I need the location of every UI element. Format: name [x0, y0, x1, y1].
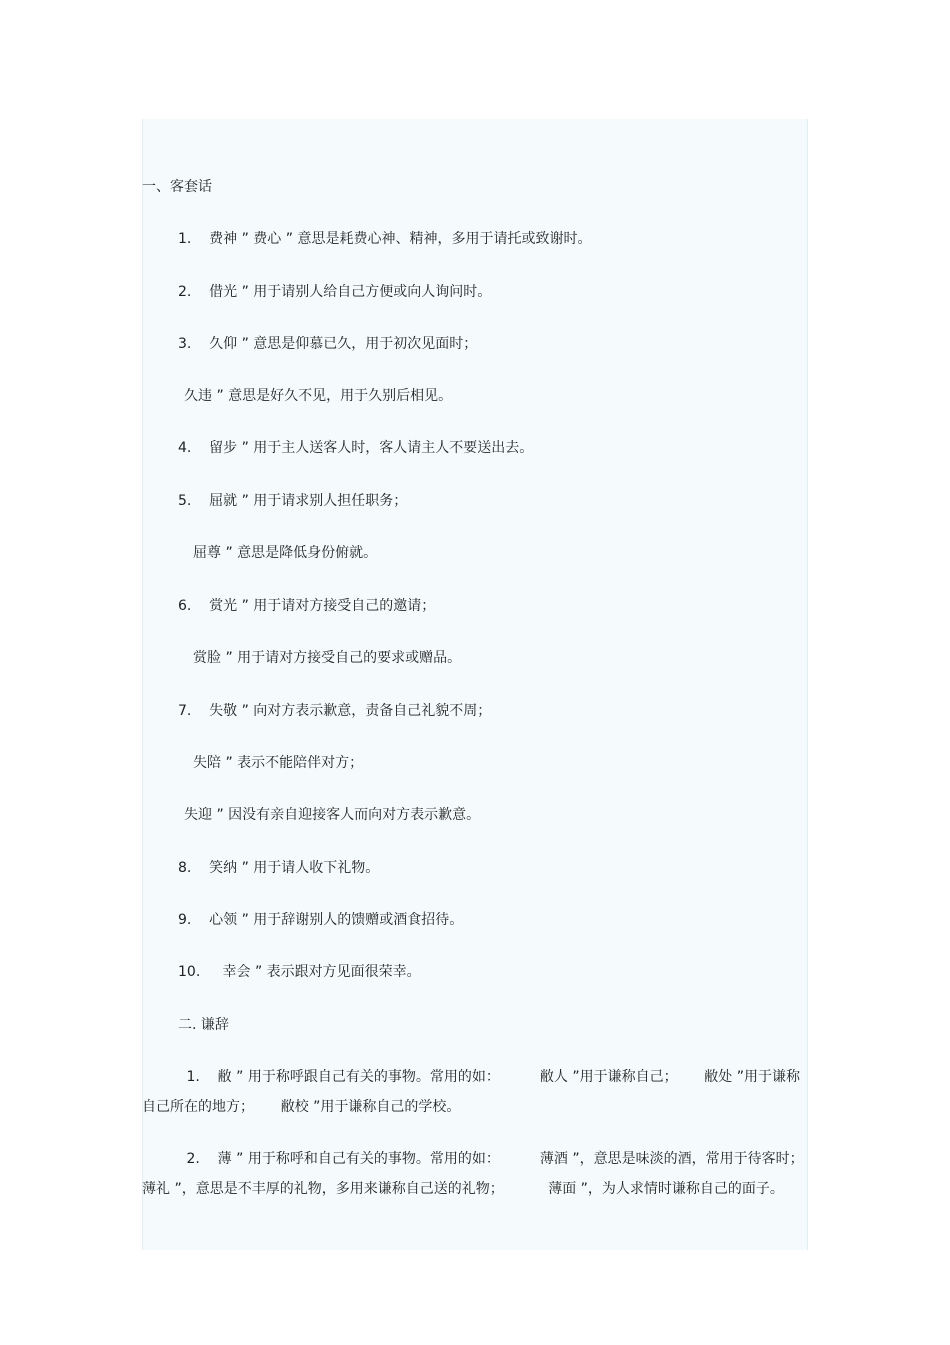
list-item: 5. 屈就 ” 用于请求别人担任职务； — [178, 493, 408, 509]
list-item: 9. 心领 ” 用于辞谢别人的馈赠或酒食招待。 — [178, 912, 464, 928]
list-item: 失陪 ” 表示不能陪伴对方； — [193, 755, 364, 771]
list-item: 10. 幸会 ” 表示跟对方见面很荣幸。 — [178, 964, 421, 980]
list-item: 6. 赏光 ” 用于请对方接受自己的邀请； — [178, 598, 436, 614]
list-item: 3. 久仰 ” 意思是仰慕已久，用于初次见面时； — [178, 336, 478, 352]
list-item: 8. 笑纳 ” 用于请人收下礼物。 — [178, 860, 380, 876]
paragraph-bo: 2. 薄 ” 用于称呼和自己有关的事物。常用的如： 薄酒 ”，意思是味淡的酒，常用于待客时； 薄礼 ”，意思是不丰厚的礼物，多用来谦称自己送的礼物； 薄面 ”，为人求情时谦称自己的面子。 — [142, 1151, 822, 1197]
list-item: 失迎 ” 因没有亲自迎接客人而向对方表示歉意。 — [184, 807, 481, 823]
list-item: 屈尊 ” 意思是降低身份俯就。 — [193, 545, 378, 561]
list-item: 赏脸 ” 用于请对方接受自己的要求或赠品。 — [193, 650, 462, 666]
list-item: 4. 留步 ” 用于主人送客人时，客人请主人不要送出去。 — [178, 440, 534, 456]
list-item: 久违 ” 意思是好久不见，用于久别后相见。 — [184, 388, 453, 404]
list-item: 1. 费神 ” 费心 ” 意思是耗费心神、精神，多用于请托或致谢时。 — [178, 231, 592, 247]
section-heading-modest-words: 二. 谦辞 — [178, 1017, 229, 1033]
list-item: 2. 借光 ” 用于请别人给自己方便或向人询问时。 — [178, 284, 492, 300]
list-item: 7. 失敬 ” 向对方表示歉意，责备自己礼貌不周； — [178, 703, 492, 719]
paragraph-bi: 1. 敝 ” 用于称呼跟自己有关的事物。常用的如： 敝人 ”用于谦称自己； 敝处 ”用于谦称自己所在的地方； 敝校 ”用于谦称自己的学校。 — [142, 1069, 800, 1115]
section-heading-courtesy: 一、客套话 — [142, 179, 212, 195]
